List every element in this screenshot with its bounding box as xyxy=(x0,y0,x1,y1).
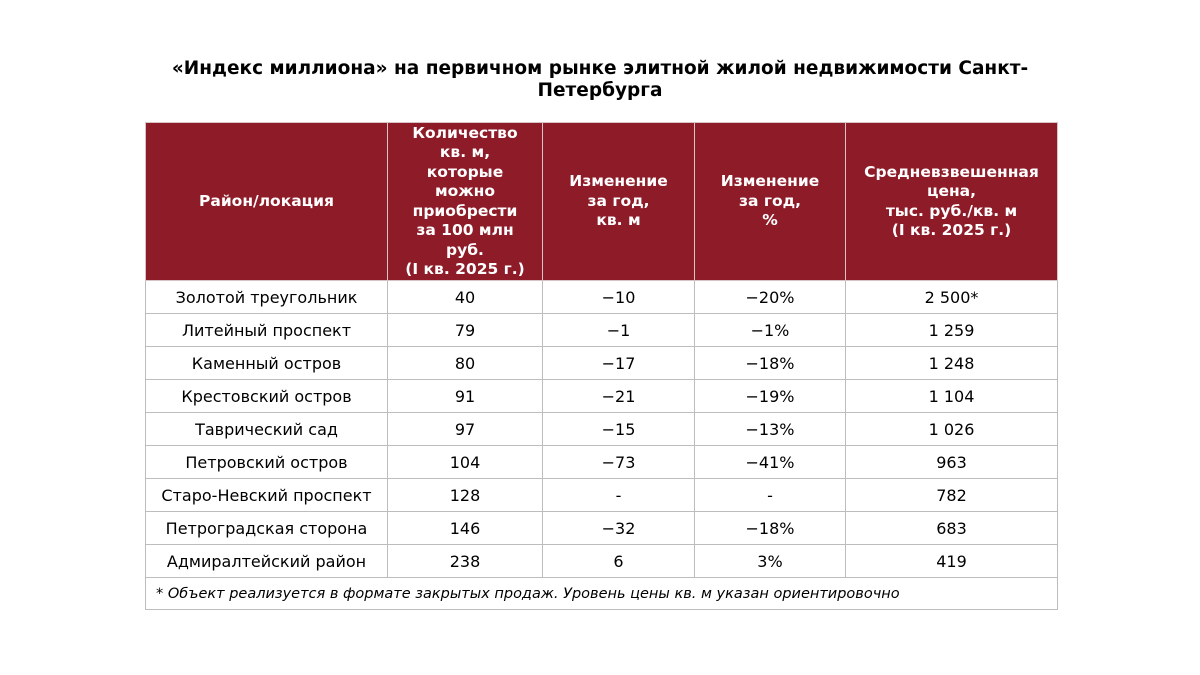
cell-price: 782 xyxy=(846,479,1058,512)
cell-price: 2 500* xyxy=(846,281,1058,314)
cell-change-percent: −20% xyxy=(695,281,846,314)
cell-change-sqm: −73 xyxy=(543,446,695,479)
cell-district: Золотой треугольник xyxy=(146,281,388,314)
cell-sqm: 238 xyxy=(388,545,543,578)
page-title: «Индекс миллиона» на первичном рынке элитной жилой недвижимости Санкт-Петербурга xyxy=(171,58,1029,101)
table-row xyxy=(146,512,1058,545)
table-row xyxy=(146,380,1058,413)
cell-change-sqm: −17 xyxy=(543,347,695,380)
footnote-row xyxy=(146,578,1058,610)
cell-change-percent: −18% xyxy=(695,512,846,545)
table-footnote: * Объект реализуется в формате закрытых продаж. Уровень цены кв. м указан ориентировочно xyxy=(146,578,1058,610)
header-avg-price: Средневзвешенная цена, тыс. руб./кв. м (I кв. 2025 г.) xyxy=(846,123,1058,281)
cell-change-percent: −19% xyxy=(695,380,846,413)
cell-district: Петроградская сторона xyxy=(146,512,388,545)
cell-price: 419 xyxy=(846,545,1058,578)
cell-change-sqm: - xyxy=(543,479,695,512)
cell-change-percent: −41% xyxy=(695,446,846,479)
cell-change-sqm: −1 xyxy=(543,314,695,347)
cell-change-percent: - xyxy=(695,479,846,512)
cell-price: 1 259 xyxy=(846,314,1058,347)
cell-sqm: 91 xyxy=(388,380,543,413)
cell-district: Таврический сад xyxy=(146,413,388,446)
cell-change-sqm: −21 xyxy=(543,380,695,413)
table-row xyxy=(146,545,1058,578)
cell-sqm: 104 xyxy=(388,446,543,479)
cell-sqm: 146 xyxy=(388,512,543,545)
cell-change-sqm: 6 xyxy=(543,545,695,578)
table-row xyxy=(146,314,1058,347)
cell-change-sqm: −10 xyxy=(543,281,695,314)
cell-change-percent: −1% xyxy=(695,314,846,347)
cell-district: Петровский остров xyxy=(146,446,388,479)
table-row xyxy=(146,479,1058,512)
cell-district: Каменный остров xyxy=(146,347,388,380)
cell-district: Старо-Невский проспект xyxy=(146,479,388,512)
cell-sqm: 40 xyxy=(388,281,543,314)
price-index-table xyxy=(145,122,1058,610)
table-row xyxy=(146,413,1058,446)
table-row xyxy=(146,347,1058,380)
cell-price: 1 248 xyxy=(846,347,1058,380)
cell-price: 1 026 xyxy=(846,413,1058,446)
cell-change-sqm: −32 xyxy=(543,512,695,545)
table-row xyxy=(146,281,1058,314)
cell-sqm: 79 xyxy=(388,314,543,347)
cell-change-percent: 3% xyxy=(695,545,846,578)
cell-price: 683 xyxy=(846,512,1058,545)
cell-sqm: 80 xyxy=(388,347,543,380)
cell-sqm: 128 xyxy=(388,479,543,512)
cell-change-sqm: −15 xyxy=(543,413,695,446)
header-change-percent: Изменение за год, % xyxy=(695,123,846,281)
cell-change-percent: −18% xyxy=(695,347,846,380)
cell-district: Адмиралтейский район xyxy=(146,545,388,578)
cell-district: Литейный проспект xyxy=(146,314,388,347)
cell-sqm: 97 xyxy=(388,413,543,446)
cell-price: 963 xyxy=(846,446,1058,479)
table-header-row xyxy=(146,123,1058,281)
cell-district: Крестовский остров xyxy=(146,380,388,413)
header-district: Район/локация xyxy=(146,123,388,281)
cell-price: 1 104 xyxy=(846,380,1058,413)
cell-change-percent: −13% xyxy=(695,413,846,446)
header-change-sqm: Изменение за год, кв. м xyxy=(543,123,695,281)
header-sqm-for-100m: Количество кв. м, которые можно приобрести за 100 млн руб. (I кв. 2025 г.) xyxy=(388,123,543,281)
table-row xyxy=(146,446,1058,479)
